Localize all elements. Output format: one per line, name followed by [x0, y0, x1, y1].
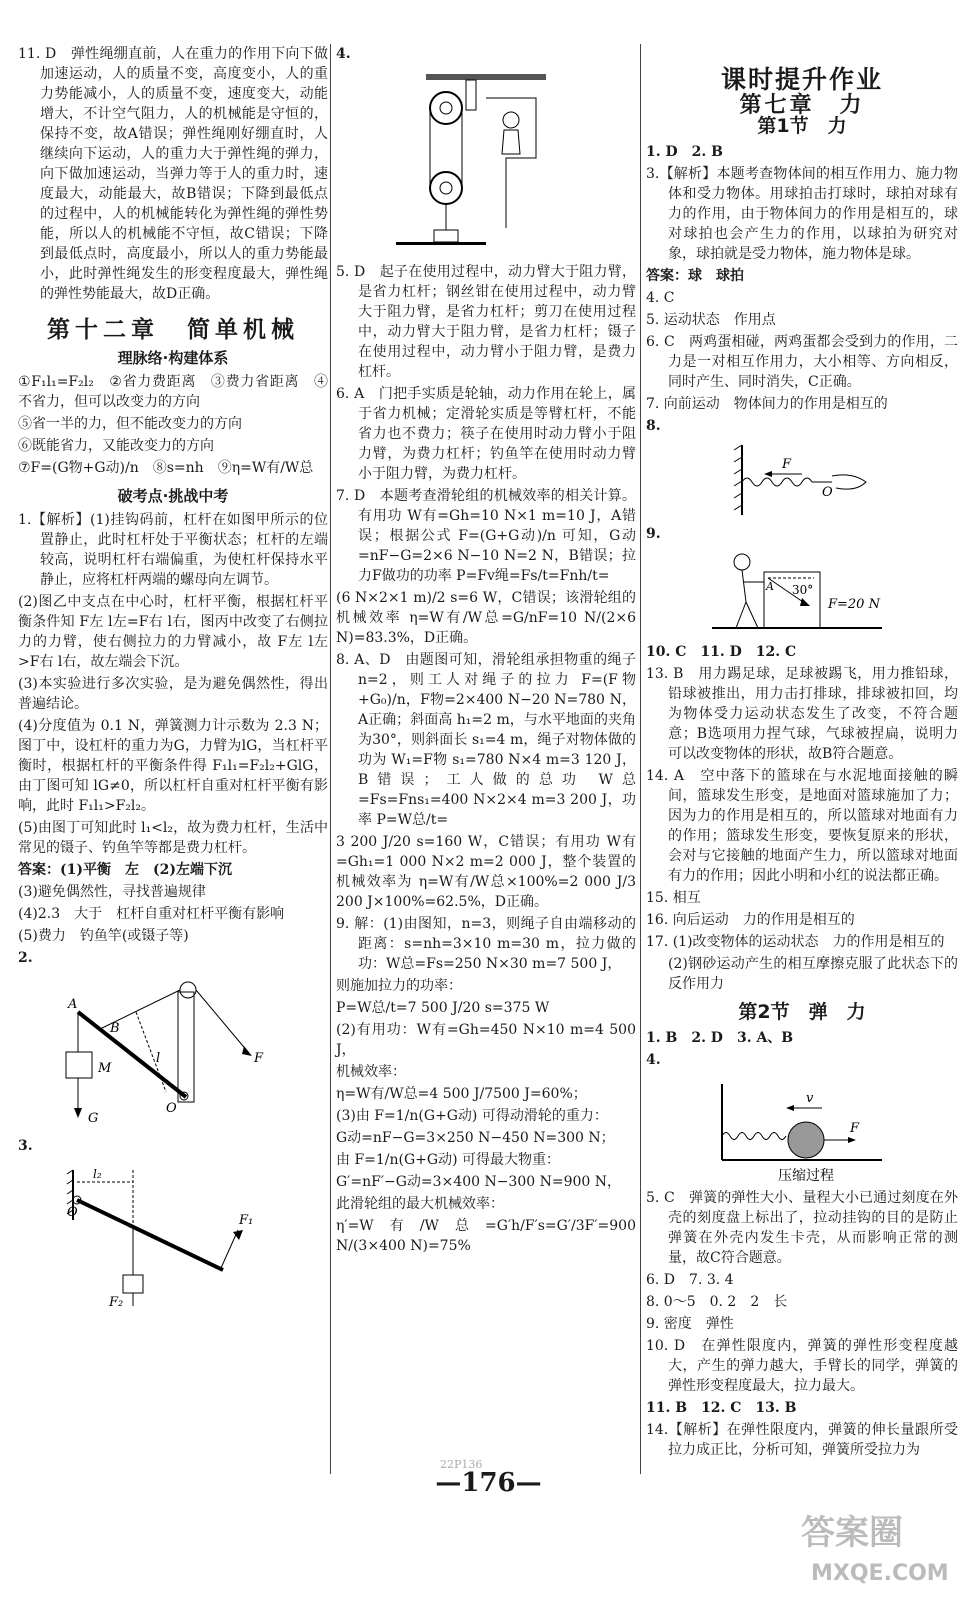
q1-answer: (5)费力 钓鱼竿(或镊子等) — [18, 928, 189, 944]
q8-answer: 3 200 J/20 s=160 W，C错误；有用功 W有=Gh₁=1 000 N×2 m=2 000 J，整个装置的机械效率为 η=W有/W总×100%=2 000 J/3 200 J×100%=62.5%，D正确。 — [336, 834, 636, 910]
lever-force-diagram — [53, 1160, 293, 1310]
q6-answer: 6. A 门把手实质是轮轴，动力作用在轮上，属于省力机械；定滑轮实质是等臂杠杆，不能省力也不费力；筷子在使用时动力臂小于阻力臂，为费力杠杆；钓鱼竿在使用时动力臂小于阻力臂，为费力杠杆。 — [336, 386, 636, 482]
s2-q8-answer: 8. 0～5 0. 2 2 长 — [646, 1294, 788, 1310]
q17-answer: (2)钢砂运动产生的相互摩擦克服了此状态下的反作用力 — [668, 956, 958, 992]
q9-answer: 机械效率： — [336, 1064, 406, 1080]
s2-q14-analysis: 14.【解析】在弹性限度内，弹簧的伸长量跟所受拉力成正比，分析可知，弹簧所受拉力为 — [646, 1422, 958, 1458]
fig2-label: A — [68, 997, 78, 1012]
q9-answer: η=W有/W总=4 500 J/7500 J=60%； — [336, 1086, 587, 1102]
s2-q4-label: 4. — [646, 1052, 661, 1068]
fig2-label: B — [110, 1021, 120, 1036]
spring-wall-diagram — [702, 440, 902, 520]
q1-analysis: (4)分度值为 0.1 N，弹簧测力计示数为 2.3 N；图丁中，设杠杆的重力为G，力臂为lG，当杠杆平衡时，根据杠杆的平衡条件得 F₁l₁=F₂l₂+GlG，由丁图可知 lG≠0，所以杠杆自重对杠杆平衡有影响，此时 F₁l₁>F₂l₂。 — [18, 718, 328, 814]
q1-answer: 答案：(1)平衡 左 (2)左端下沉 — [18, 862, 232, 878]
q4-answer: 4. C — [646, 290, 675, 306]
q1-analysis: (3)本实验进行多次实验，是为避免偶然性，得出普遍结论。 — [18, 676, 328, 712]
chapter-12-title: 第十二章 简单机械 — [47, 317, 299, 343]
q1-analysis: (2)图乙中支点在中心时，杠杆平衡，根据杠杆平衡条件知 F左 l左=F右 l右，图丙中改变了右侧拉力的力臂，使右侧拉力的力臂减小，故 F左 l左>F右 l右，故左端会下沉。 — [18, 594, 328, 670]
section-banner: 课时提升作业 — [720, 65, 883, 94]
q11-answer: 11. D 弹性绳绷直前，人在重力的作用下向下做加速运动，人的质量不变，高度变小，人的重力势能减小，人的质量不变，速度变大，动能增大，不计空气阻力，人的机械能是守恒的，保持不变，故A错误；弹性绳刚好绷直时，人继续向下运动，人的重力大于弹性绳的弹力，向下做加速运动，当弹力等于人的重力时，速度最大，动能最大，故B错误；下降到最低点的过程中，人的机械能转化为弹性绳的弹性势能，所以人的机械能不守恒，故C错误；下降到最低点时，高度最小，所以人的重力势能最小，此时弹性绳发生的形变程度最大，弹性绳的弹性势能最大，故D正确。 — [18, 46, 328, 302]
q7-answer: 7. D 本题考查滑轮组的机械效率的相关计算。有用功 W有=Gh=10 N×1 m=10 J，A错误；根据公式 F=(G+G动)/n 可知，G动=nF−G=2×6 N−10 N=2 N，B错误；拉力F做功的功率 P=Fv绳=Fs/t=Fnh/t= — [336, 488, 636, 584]
q3-analysis: 3.【解析】本题考查物体间的相互作用力、施力物体和受力物体。用球拍击打球时，球拍对球有力的作用，由于物体间力的作用是相互的，球对球拍也会产生力的作用，以球拍为研究对象，球拍就是受力物体，施力物体是球。 — [646, 166, 958, 262]
q4-label: 4. — [336, 46, 351, 62]
s2-q10-answer: 10. D 在弹性限度内，弹簧的弹性形变程度越大，产生的弹力越大，手臂长的同学，弹簧的弹性形变程度最大，拉力最大。 — [646, 1338, 958, 1394]
q15-answer: 15. 相互 — [646, 890, 701, 906]
column-divider — [330, 44, 331, 1474]
q6-answer: 6. C 两鸡蛋相碰，两鸡蛋都会受到力的作用，二力是一对相互作用力，大小相等、方向相反，同时产生、同时消失，C正确。 — [646, 334, 958, 390]
q9-answer: G动=nF−G=3×250 N−450 N=300 N； — [336, 1130, 615, 1146]
q9-answer: 9. 解：(1)由图知，n=3，则绳子自由端移动的距离：s=nh=3×10 m=30 m，拉力做的功：W总=Fs=250 N×30 m=7 500 J， — [336, 916, 636, 972]
q3-answer: 答案：球 球拍 — [646, 268, 744, 284]
column-3 — [646, 44, 958, 1462]
column-2 — [336, 44, 636, 1258]
q8-label: 8. — [646, 418, 661, 434]
s2-q11-13-answer: 11. B 12. C 13. B — [646, 1400, 797, 1416]
section-2-title: 第2节 弹 力 — [738, 1001, 866, 1023]
logo-text: 答案圈 — [801, 1513, 903, 1553]
s2-q1-3-answer: 1. B 2. D 3. A、B — [646, 1030, 794, 1046]
section-1-title: 第1节 力 — [757, 115, 847, 137]
q1-answer: (3)避免偶然性，寻找普遍规律 — [18, 884, 206, 900]
fig8-label: F — [782, 457, 792, 472]
q5-answer: 5. 运动状态 作用点 — [646, 312, 776, 328]
s2-q6-7-answer: 6. D 7. 3. 4 — [646, 1272, 734, 1288]
q10-12-answer: 10. C 11. D 12. C — [646, 644, 797, 660]
q7-answer: (6 N×2×1 m)/2 s=6 W，C错误；该滑轮组的机械效率 η=W有/W总=G/nF=10 N/(2×6 N)=83.3%，D正确。 — [336, 590, 636, 646]
subheading-exam: 破考点·挑战中考 — [117, 487, 229, 505]
fig8-label: O — [822, 485, 833, 500]
watermark-code: 22P136 — [440, 1458, 483, 1471]
column-divider — [640, 44, 641, 1474]
fig4-label: v — [806, 1091, 814, 1106]
site-logo — [795, 1500, 965, 1590]
column-1 — [18, 44, 328, 1314]
q7-answer: 7. 向前运动 物体间力的作用是相互的 — [646, 396, 888, 412]
chapter-7-title: 第七章 力 — [739, 93, 865, 118]
s2-q5-answer: 5. C 弹簧的弹性大小、量程大小已通过刻度在外壳的刻度盘上标出了，拉动挂钩的目的是防止弹簧在外壳内发生卡壳，从而影响正常的测量，故C符合题意。 — [646, 1190, 958, 1266]
lever-pulley-diagram — [58, 972, 288, 1132]
fig3-label: F₁ — [239, 1213, 254, 1228]
q16-answer: 16. 向后运动 力的作用是相互的 — [646, 912, 855, 928]
fig2-label: l — [156, 1051, 161, 1066]
subheading-structure: 理脉络·构建体系 — [117, 349, 229, 367]
q9-answer: 由 F=1/n(G+G动) 可得最大物重： — [336, 1152, 561, 1168]
fig2-label: M — [98, 1061, 112, 1076]
s2-q9-answer: 9. 密度 弹性 — [646, 1316, 734, 1332]
q1-analysis: (5)由图丁可知此时 l₁<l₂，故为费力杠杆，生活中常见的镊子、钓鱼竿等都是费力杠杆。 — [18, 820, 328, 856]
fig3-label: O — [67, 1205, 78, 1220]
q9-answer: 此滑轮组的最大机械效率： — [336, 1196, 504, 1212]
q1-analysis: 1.【解析】(1)挂钩码前，杠杆在如图甲所示的位置静止，此时杠杆处于平衡状态；杠杆的左端较高，说明杠杆右端偏重，为使杠杆保持水平静止，应将杠杆两端的螺母向左调节。 — [18, 512, 328, 588]
fig2-label: F — [254, 1051, 264, 1066]
fig3-label: l₂ — [93, 1167, 102, 1181]
fig9-label: F=20 N — [828, 597, 880, 612]
fig9-label: A — [766, 580, 774, 593]
q1-2-answer: 1. D 2. B — [646, 144, 723, 160]
q1-answer: (4)2.3 大于 杠杆自重对杠杆平衡有影响 — [18, 906, 285, 922]
q13-answer: 13. B 用力踢足球，足球被踢飞，用力推铅球，铅球被推出，用力击打排球，排球被扣回，均为物体受力运动状态发生了改变，不符合题意；B选项用力捏气球，气球被捏扁，说明力可以改变物体的形状，故B符合题意。 — [646, 666, 958, 762]
q9-answer: 则施加拉力的功率： — [336, 978, 462, 994]
fig4-caption: 压缩过程 — [778, 1168, 834, 1184]
page-number: —176— — [435, 1468, 542, 1498]
knowledge-line: ⑤省一半的力，但不能改变力的方向 — [18, 416, 242, 432]
q9-answer: G′=nF′−G动=3×400 N−300 N=900 N， — [336, 1174, 622, 1190]
fig2-label: G — [88, 1111, 99, 1126]
pulley-window-diagram — [386, 68, 586, 258]
q3-label: 3. — [18, 1138, 33, 1154]
fig9-label: 30° — [792, 583, 814, 597]
knowledge-line: ①F₁l₁=F₂l₂ ②省力费距离 ③费力省距离 ④不省力，但可以改变力的方向 — [18, 374, 328, 410]
q9-answer: η′=W有/W总=G′h/F′s=G′/3F′=900 N/(3×400 N)=75% — [336, 1218, 636, 1254]
q8-answer: 8. A、D 由题图可知，滑轮组承担物重的绳子 n=2，则工人对绳子的拉力 F=(F物+G₀)/n，F物=2×400 N−20 N=780 N，A正确；斜面高 h₁=2 m，与水平地面的夹角为30°，则斜面长 s₁=4 m，绳子对物体做的功为 W₁=F物 s₁=780 N×4 m=3 120 J，B错误；工人做的总功 W总=Fs=Fns₁=400 N×2×4 m=3 200 J，功率 P=W总/t= — [336, 652, 636, 828]
knowledge-line: ⑥既能省力，又能改变力的方向 — [18, 438, 214, 454]
q9-answer: (3)由 F=1/n(G+G动) 可得动滑轮的重力： — [336, 1108, 608, 1124]
q9-label: 9. — [646, 526, 661, 542]
fig2-label: O — [166, 1101, 177, 1116]
q14-answer: 14. A 空中落下的篮球在与水泥地面接触的瞬间，篮球发生形变，是地面对篮球施加了力；因为力的作用是相互的，所以篮球对地面有力的作用；篮球发生形变，要恢复原来的形状，会对与它接触的地面产生力，所以篮球对地面有力的作用；因此小明和小红的说法都正确。 — [646, 768, 958, 884]
q9-answer: P=W总/t=7 500 J/20 s=375 W — [336, 1000, 550, 1016]
q5-answer: 5. D 起子在使用过程中，动力臂大于阻力臂，是省力杠杆；钢丝钳在使用过程中，动力臂大于阻力臂，是省力杠杆；剪刀在使用过程中，动力臂大于阻力臂，是省力杠杆；镊子在使用过程中，动力臂小于阻力臂，是费力杠杆。 — [336, 264, 636, 380]
person-pushing-box-diagram — [702, 548, 902, 638]
fig4-label: F — [850, 1121, 860, 1136]
q17-answer: 17. (1)改变物体的运动状态 力的作用是相互的 — [646, 934, 945, 950]
spring-ball-diagram — [702, 1074, 902, 1184]
logo-site: MXQE.COM — [811, 1561, 949, 1586]
q9-answer: (2)有用功：W有=Gh=450 N×10 m=4 500 J， — [336, 1022, 636, 1058]
knowledge-line: ⑦F=(G物+G动)/n ⑧s=nh ⑨η=W有/W总 — [18, 460, 314, 476]
fig3-label: F₂ — [109, 1295, 124, 1310]
q2-label: 2. — [18, 950, 33, 966]
